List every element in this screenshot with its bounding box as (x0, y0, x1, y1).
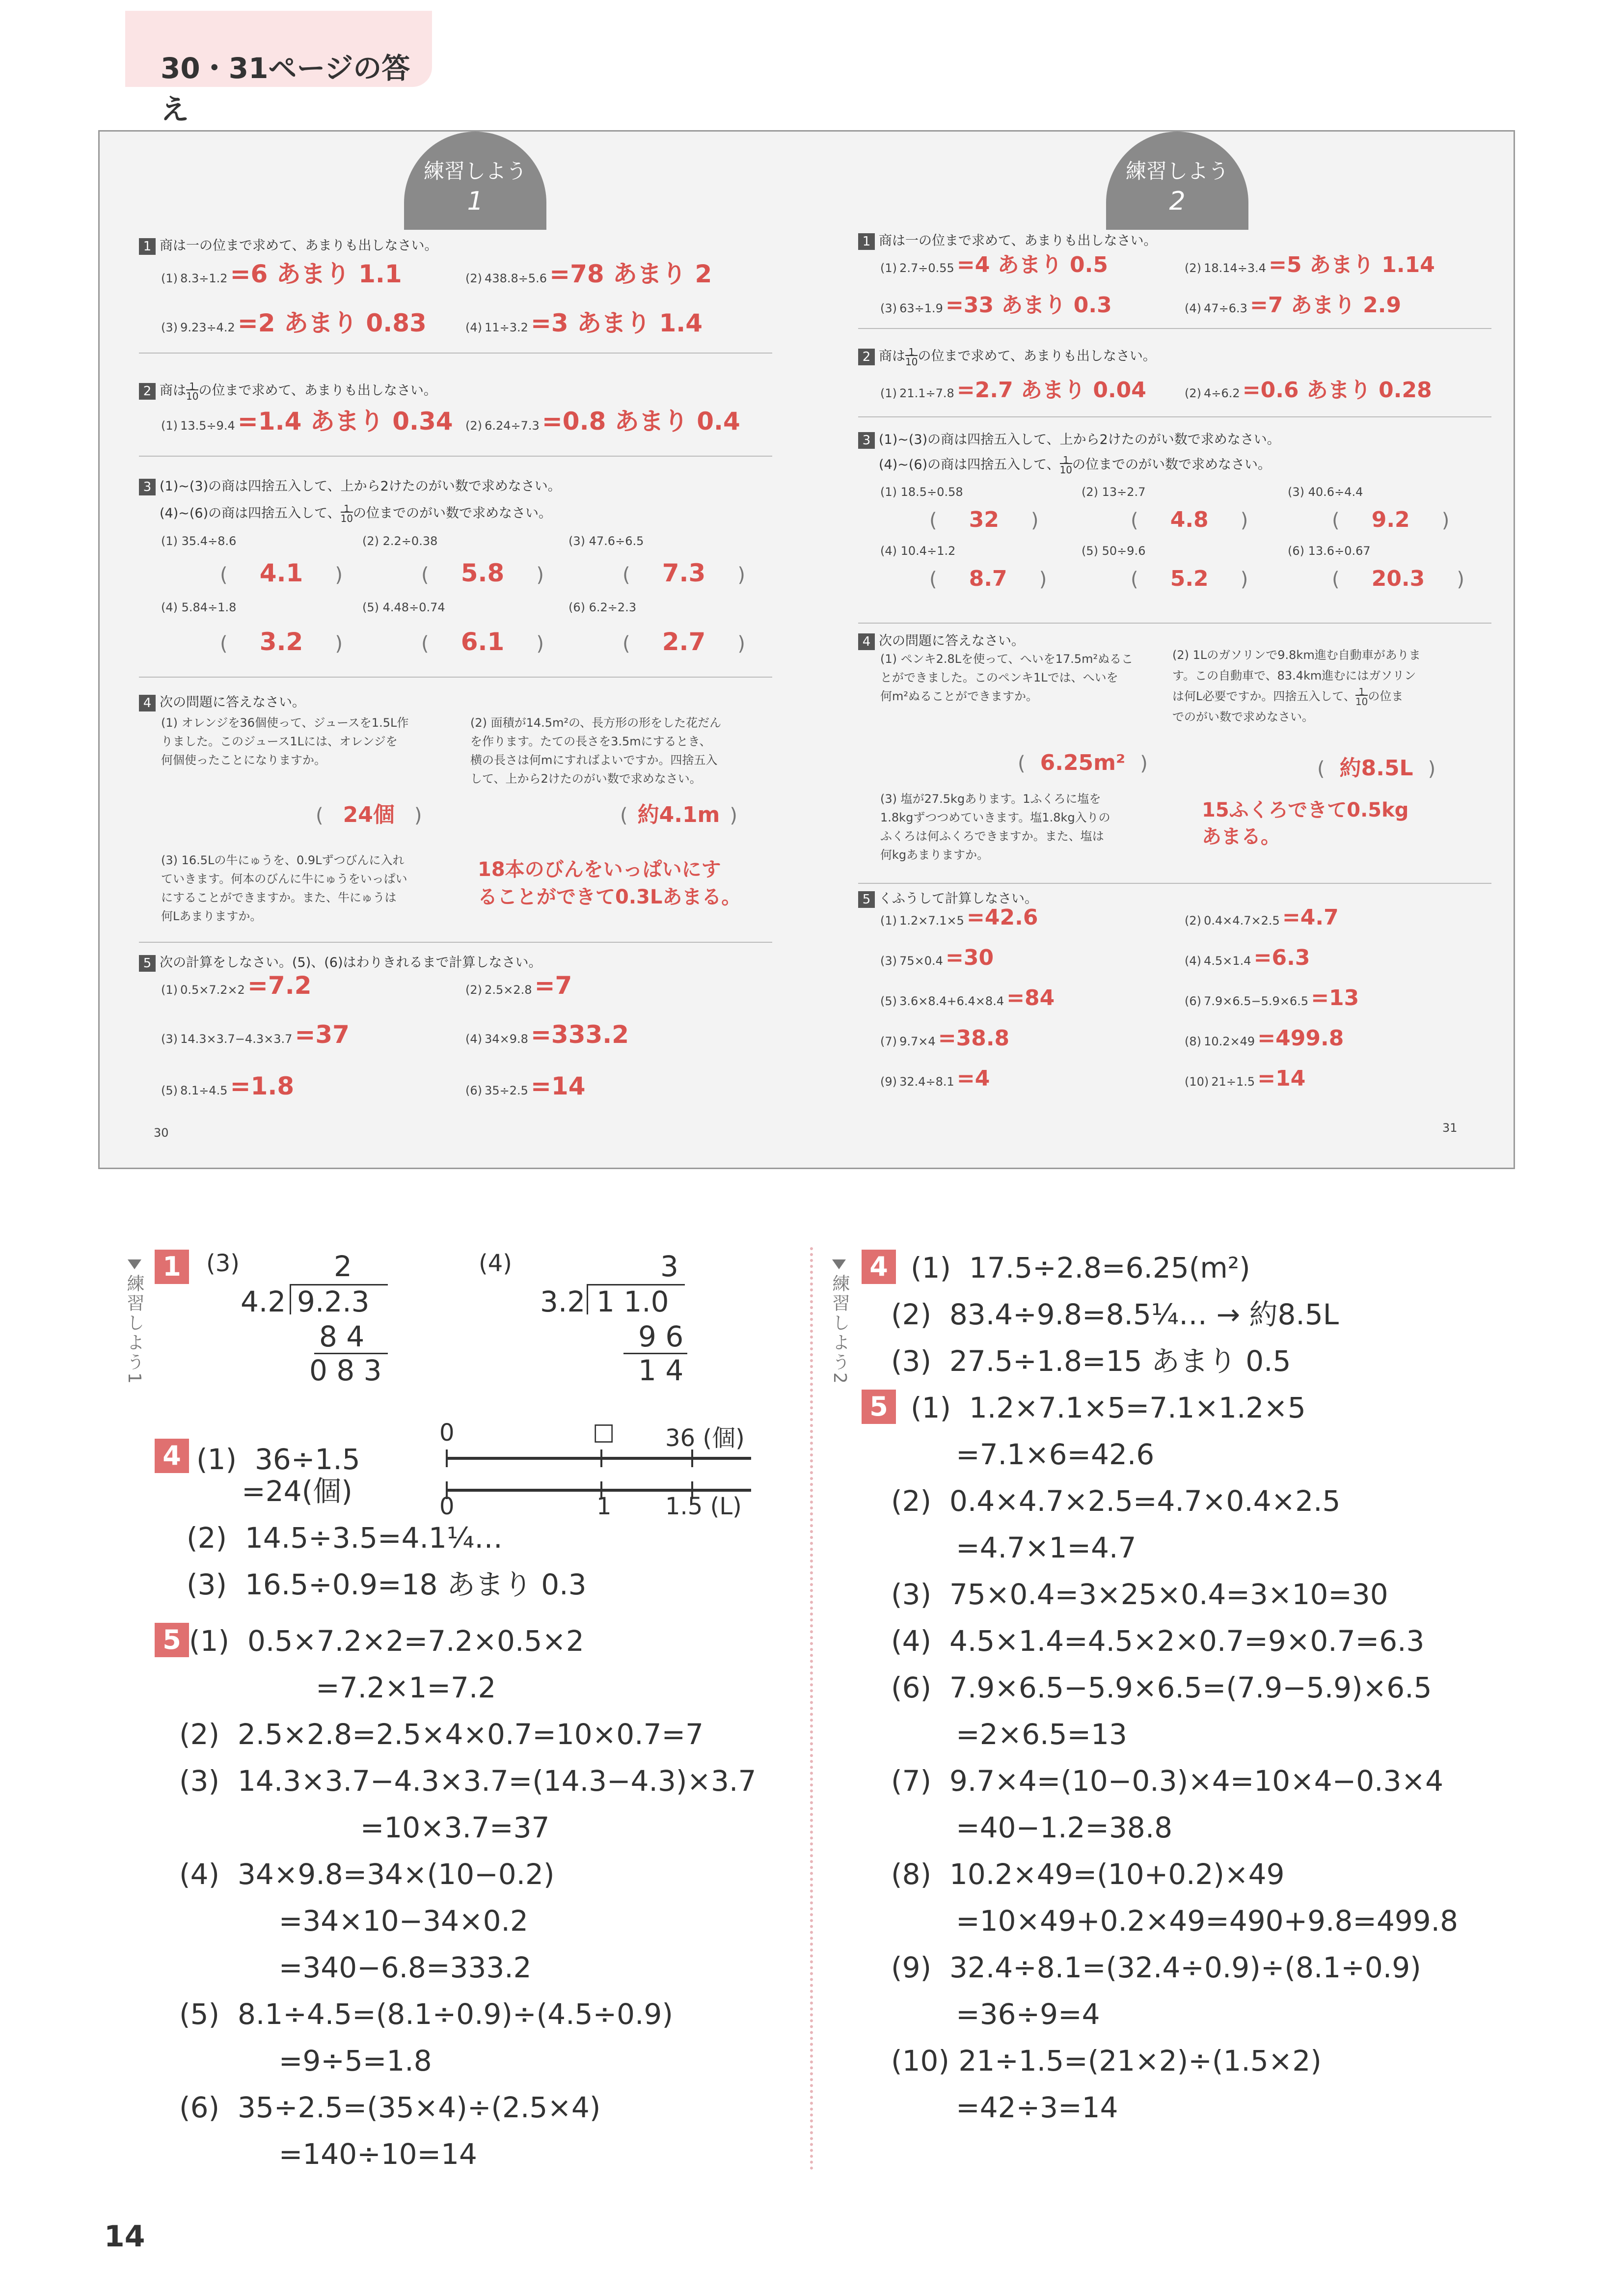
expl-left-s5-badge: 5 (155, 1623, 189, 1657)
expl-left-s1-badge: 1 (155, 1250, 189, 1284)
expl-right-s4-badge: 4 (862, 1250, 896, 1284)
nl-bot-1: 1 (596, 1493, 612, 1520)
left-q5-items: (1) 0.5×7.2×2 =7.2 (2) 2.5×2.8 =7 (3) 14.3×3.7−4.3×3.7 =37 (4) 34×9.8 =333.2 (5) 8.1÷4.5 =1.8 (6) 35÷2.5 =14 (161, 971, 629, 1100)
divider (139, 677, 772, 678)
expl-left-s5: (1) 0.5×7.2×2=7.2×0.5×2 =7.2×1=7.2 (2) 2.5×2.8=2.5×4×0.7=10×0.7=7 (3) 14.3×3.7−4.3×3.7=(14.3−4.3)×3.7 =10×3.7=37 (4) 34×9.8=34×(10−0.2) =34×10−34×0.2 =340−6.8=333.2 (5) 8.1÷4.5=(8.1÷0.9)÷(4.5÷0.9) =9÷5=1.8 (6) 35÷2.5=(35×4)÷(2.5×4) =140÷10=14 (179, 1624, 757, 2171)
right-q1: 1 商は一の位まで求めて、あまりも出しなさい。 (858, 230, 1157, 250)
triangle-icon (128, 1259, 141, 1269)
nl-bot-0: 0 (439, 1493, 455, 1520)
right-q3-items: (1) 18.5÷0.58 (2) 13÷2.7 (3) 40.6÷4.4 ( 32 ) ( 4.8 ) ( 9.2 ) (4) 10.4÷1.2 (5) 50÷9.6 (6) 13.6÷0.67 ( 8.7 ) ( 5.2 ) ( 20.3 ) (880, 485, 1464, 591)
left-q4-p2: (2) 面積が14.5m²の、長方形の形をした花だん を作ります。たての長さを3.5mにするとき、 横の長さは何mにすればよいですか。四捨五入 して、上から2けたのがい数で求めなさい。 (470, 716, 722, 786)
expl-right-s5: (1) 1.2×7.1×5=7.1×1.2×5 =7.1×6=42.6 (2) 0.4×4.7×2.5=4.7×0.4×2.5 =4.7×1=4.7 (3) 75×0.4=3×25×0.4=3×10=30 (4) 4.5×1.4=4.5×2×0.7=9×0.7=6.3 (6) 7.9×6.5−5.9×6.5=(7.9−5.9)×6.5 =2×6.5=13 (7) 9.7×4=(10−0.3)×4=10×4−0.3×4 =40−1.2=38.8 (8) 10.2×49=(10+0.2)×49 =10×49+0.2×49=490+9.8=499.8 (9) 32.4÷8.1=(32.4÷0.9)÷(8.1÷0.9) =36÷9=4 (10) 21÷1.5=(21×2)÷(1.5×2) =42÷3=14 (891, 1391, 1458, 2124)
tab-practice-2: 練習しよう 2 (1106, 132, 1248, 230)
right-page-number: 31 (1442, 1121, 1458, 1135)
column-separator (810, 1247, 813, 2170)
left-q4-p3: (3) 16.5Lの牛にゅうを、0.9Lずつびんに入れ ていきます。何本のびんに牛にゅうをいっぱい にすることができますか。また、牛にゅうは 何Lあまりますか。 (161, 853, 407, 923)
left-q3: 3 (1)~(3)の商は四捨五入して、上から2けたのがい数で求めなさい。 (4)~(6)の商は四捨五入して、$\frac{1}{10}$の位までのがい数で求めなさい。 (139, 475, 561, 523)
left-q4-p1: (1) オレンジを36個使って、ジュースを1.5L作 りました。このジュース1Lには、オレンジを 何個使ったことになりますか。 (161, 716, 409, 767)
nl-top-0: 0 (439, 1419, 455, 1447)
long-division-4: 3 3.2 1 1.0 9 6 1 4 (535, 1250, 692, 1397)
side-label-right: 練習しよう2 (830, 1274, 850, 1386)
nl-top-box: □ (593, 1418, 615, 1446)
nl-top-36: 36 (個) (665, 1424, 745, 1452)
page-header (125, 11, 432, 126)
page-title: 30・31ページの答え (161, 52, 410, 126)
divider (139, 353, 772, 354)
right-q4-a3: 15ふくろできて0.5kg あまる。 (1202, 799, 1409, 848)
left-q4: 4 次の問題に答えなさい。 (139, 691, 305, 711)
left-page-number: 30 (154, 1126, 169, 1140)
side-label-left: 練習しよう1 (124, 1274, 144, 1386)
expl-left-s4-badge: 4 (155, 1439, 189, 1473)
left-q2: 2 商は$\frac{1}{10}$の位まで求めて、あまりも出しなさい。 (139, 380, 437, 401)
right-q4-p3: (3) 塩が27.5kgあります。1ふくろに塩を 1.8kgずつつめていきます。塩1.8kg入りの ふくろは何ふくろできますか。また、塩は 何kgあまりますか。 (880, 792, 1110, 862)
divider (139, 942, 772, 943)
expl-left-s4: (1) 36÷1.5 =24(個) (2) 14.5÷3.5=4.1¼… (3) 16.5÷0.9=18 あまり 0.3 (187, 1443, 587, 1601)
scanned-answer-page: 練習しよう 1 1 商は一の位まで求めて、あまりも出しなさい。 (1) 8.3÷1.2 =6 あまり 1.1 (2) 438.8÷5.6 =78 あまり 2 (3) 9.23÷4.2 =2 あまり 0.83 (4) 11÷3.2 =3 あまり 1.4 2 商は$\frac{1}{10}$の位まで求めて、あまりも出しなさい。 (1) 13.5÷9.4 =1.4 あまり 0.34 (2) 6.24÷7.3 =0.8 あまり 0.4 3 (1)~(3)の商は四捨五入して、上から2けたのがい数で求めなさい。 (4)~(6)の商は四捨五入して、$\frac{1}{10}$の位までのがい数で求めなさい。 (1) 35.4÷8.6 (2) 2.2÷0.38 (3) 47.6÷6.5 ( 4.1 ) ( 5.8 ) ( 7.3 ) (4) 5.84÷1.8 (5) 4.48÷0.74 (6) 6.2÷2.3 ( 3.2 ) ( 6.1 ) ( 2.7 ) 4 次の問題に答えなさい。 (1) オレンジを36個使って、ジュースを1.5L作 りました。このジュース1Lには、オレンジを 何個使ったことになりますか。 (2) 面積が14.5m²の、長方形の形をした花だん を作ります。たての長さを3.5mにするとき、 横の長さは何mにすればよいですか。四捨五入 して、上から2けたのがい数で求めなさい。 ( 24個 ) ( 約4.1m ) (3) 16.5Lの牛にゅうを、0.9Lずつびんに入れ ていきます。何本のびんに牛にゅうをいっぱい にすることができますか。また、牛にゅうは 何Lあまりますか。 18本のびんをいっぱいにす ることができて0.3Lあまる。 5 次の計算をしなさい。(5)、(6)はわりきれるまで計算しなさい。 (1) 0.5×7.2×2 =7.2 (2) 2.5×2.8 =7 (3) 14.3×3.7−4.3×3.7 =37 (4) 34×9.8 =333.2 (5) 8.1÷4.5 =1.8 (6) 35÷2.5 =14 30 練習しよう 2 1 商は一の位まで求めて、あまりも出しなさい。 (1) 2.7÷0.55 =4 あまり 0.5 (2) 18.14÷3.4 =5 あまり 1.14 (3) 63÷1.9 =33 あまり 0.3 (4) 47÷6.3 =7 あまり 2.9 2 商は$\frac{1}{10}$の位まで求めて、あまりも出しなさい。 (1) 21.1÷7.8 =2.7 あまり 0.04 (2) 4÷6.2 =0.6 あまり 0.28 3 (1)~(3)の商は四捨五入して、上から2けたのがい数で求めなさい。 (4)~(6)の商は四捨五入して、$\frac{1}{10}$の位までのがい数で求めなさい。 (1) 18.5÷0.58 (2) 13÷2.7 (3) 40.6÷4.4 ( 32 ) ( 4.8 ) ( 9.2 ) (4) 10.4÷1.2 (5) 50÷9.6 (6) 13.6÷0.67 ( 8.7 ) ( 5.2 ) ( 20.3 ) 4 次の問題に答えなさい。 (1) ペンキ2.8Lを使って、へいを17.5m²ぬるこ とができました。このペンキ1Lでは、へいを 何m²ぬることができますか。 (2) 1Lのガソリンで9.8km進む自動車がありま す。この自動車で、83.4km進むにはガソリン は何L必要ですか。四捨五入して、$\frac{1}{10}$の位ま でのがい数で求めなさい。 ( 6.25m² ) ( 約8.5L ) (3) 塩が27.5kgあります。1ふくろに塩を 1.8kgずつつめていきます。塩1.8kg入りの ふくろは何ふくろできますか。また、塩は 何kgあまりますか。 15ふくろできて0.5kg あまる。 5 くふうして計算しなさい。 (1) 1.2×7.1×5 =42.6 (2) 0.4×4.7×2.5 =4.7 (3) 75×0.4 =30 (4) 4.5×1.4 =6.3 (5) 3.6×8.4+6.4×8.4 =84 (6) 7.9×6.5−5.9×6.5 =13 (7) 9.7×4 =38.8 (8) 10.2×49 =499.8 (9) 32.4÷8.1 =4 (10) 21÷1.5 =14 31 (98, 130, 1515, 1169)
left-q1: 1 商は一の位まで求めて、あまりも出しなさい。 (139, 235, 437, 255)
expl-right-s5-badge: 5 (862, 1390, 896, 1424)
left-q5: 5 次の計算をしなさい。(5)、(6)はわりきれるまで計算しなさい。 (139, 952, 542, 972)
right-q2-items: (1) 21.1÷7.8 =2.7 あまり 0.04 (2) 4÷6.2 =0.6 あまり 0.28 (880, 378, 1432, 403)
right-q5-items: (1) 1.2×7.1×5 =42.6 (2) 0.4×4.7×2.5 =4.7 (3) 75×0.4 =30 (4) 4.5×1.4 =6.3 (5) 3.6×8.4+6.4×8.4 =84 (6) 7.9×6.5−5.9×6.5 =13 (7) 9.7×4 =38.8 (8) 10.2×49 =499.8 (9) 32.4÷8.1 =4 (10) 21÷1.5 =14 (880, 905, 1359, 1091)
divider (858, 883, 1491, 884)
divider (858, 623, 1491, 624)
left-q4-a3: 18本のびんをいっぱいにす ることができて0.3Lあまる。 (478, 858, 741, 908)
right-q4-p2: (2) 1Lのガソリンで9.8km進む自動車がありま す。この自動車で、83.4km進むにはガソリン は何L必要ですか。四捨五入して、$\frac{1}{10}$の位ま でのがい数で求めなさい。 (1172, 648, 1421, 724)
right-q5: 5 くふうして計算しなさい。 (858, 888, 1038, 908)
nl-bot-15: 1.5 (L) (665, 1493, 742, 1520)
right-q1-items: (1) 2.7÷0.55 =4 あまり 0.5 (2) 18.14÷3.4 =5 あまり 1.14 (3) 63÷1.9 =33 あまり 0.3 (4) 47÷6.3 =7 あまり 2.9 (880, 252, 1435, 318)
divider (139, 456, 772, 457)
divider (858, 328, 1491, 329)
tab-practice-1: 練習しよう 1 (404, 132, 546, 230)
triangle-icon (832, 1259, 846, 1269)
right-q2: 2 商は$\frac{1}{10}$の位まで求めて、あまりも出しなさい。 (858, 345, 1156, 367)
long-division-3: 2 4.2 9.2.3 8 4 0 8 3 (236, 1250, 393, 1397)
expl-right-s4: (1) 17.5÷2.8=6.25(m²) (2) 83.4÷9.8=8.5¼… → 約8.5L (3) 27.5÷1.8=15 あまり 0.5 (891, 1251, 1339, 1378)
right-q4: 4 次の問題に答えなさい。 (858, 630, 1025, 650)
page-number: 14 (104, 2219, 145, 2254)
divider (858, 416, 1491, 417)
left-q3-items: (1) 35.4÷8.6 (2) 2.2÷0.38 (3) 47.6÷6.5 ( 4.1 ) ( 5.8 ) ( 7.3 ) (4) 5.84÷1.8 (5) 4.48÷0.74 (6) 6.2÷2.3 ( 3.2 ) ( 6.1 ) ( 2.7 ) (161, 534, 745, 656)
right-q4-p1: (1) ペンキ2.8Lを使って、へいを17.5m²ぬるこ とができました。このペンキ1Lでは、へいを 何m²ぬることができますか。 (880, 652, 1134, 703)
right-q3: 3 (1)~(3)の商は四捨五入して、上から2けたのがい数で求めなさい。 (4)~(6)の商は四捨五入して、$\frac{1}{10}$の位までのがい数で求めなさい。 (858, 429, 1280, 475)
